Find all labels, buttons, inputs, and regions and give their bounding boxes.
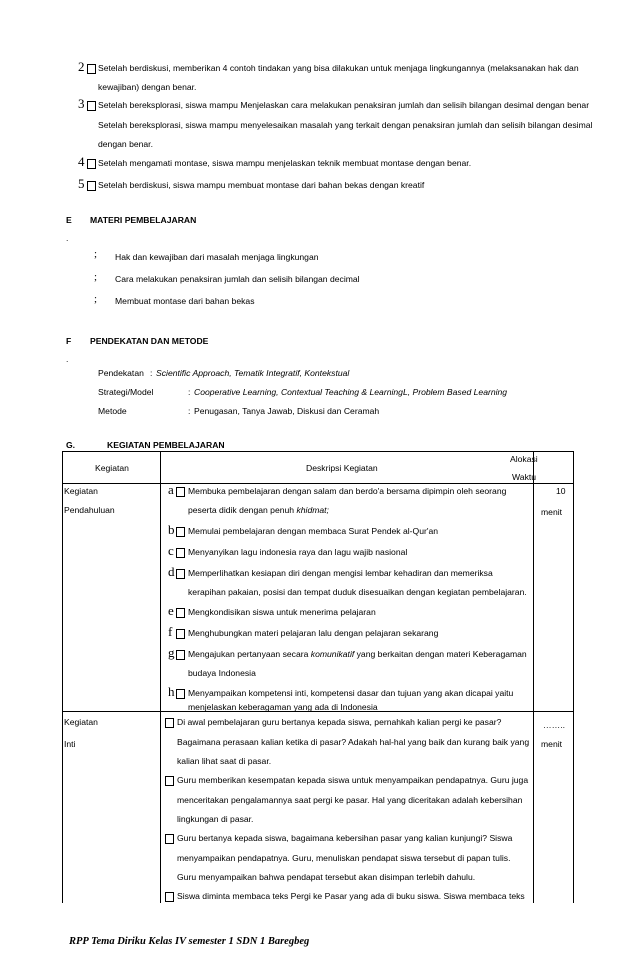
item-letter: b bbox=[168, 522, 175, 537]
item-text: menyampaikan pendapatnya. Guru, menuliskan pendapat siswa tersebut di papan tulis. bbox=[177, 853, 511, 863]
item-text-italic: khidmat; bbox=[296, 505, 329, 515]
objective-number: 4 bbox=[78, 154, 85, 169]
checkbox-glyph bbox=[165, 892, 174, 902]
section-title: KEGIATAN PEMBELAJARAN bbox=[107, 440, 225, 450]
item-text: Menyanyikan lagu indonesia raya dan lagu wajib nasional bbox=[188, 547, 408, 557]
table-border bbox=[62, 483, 574, 484]
method-separator: : bbox=[188, 387, 191, 397]
item-text: Membuka pembelajaran dengan salam dan berdo'a bersama dipimpin oleh seorang bbox=[188, 486, 507, 496]
checkbox-glyph bbox=[176, 569, 185, 579]
checkbox-glyph bbox=[176, 650, 185, 660]
item-text: Menyampaikan kompetensi inti, kompetensi dasar dan tujuan yang akan dicapai yaitu bbox=[188, 688, 514, 698]
section-letter: G. bbox=[66, 440, 76, 450]
item-text: Guru memberikan kesempatan kepada siswa untuk menyampaikan pendapatnya. Guru juga bbox=[177, 775, 529, 785]
time-unit: menit bbox=[541, 739, 563, 749]
checkbox-glyph bbox=[87, 181, 96, 191]
item-letter: g bbox=[168, 645, 175, 660]
item-text: Di awal pembelajaran guru bertanya kepada siswa, pernahkah kalian pergi ke pasar? bbox=[177, 717, 502, 727]
objective-number: 5 bbox=[78, 176, 85, 191]
objective-text: dengan benar. bbox=[98, 139, 153, 149]
bullet-glyph: ; bbox=[94, 293, 98, 305]
item-letter: c bbox=[168, 543, 174, 558]
checkbox-glyph bbox=[176, 527, 185, 537]
item-text bbox=[188, 648, 527, 660]
checkbox-glyph bbox=[176, 689, 185, 699]
item-text bbox=[188, 504, 329, 516]
item-text-part: peserta didik dengan penuh bbox=[188, 505, 297, 515]
table-border bbox=[573, 451, 574, 903]
objective-text: Setelah berdiskusi, siswa mampu membuat montase dari bahan bekas dengan kreatif bbox=[98, 180, 425, 190]
page-footer: RPP Tema Diriku Kelas IV semester 1 SDN 1 Baregbeg bbox=[69, 936, 310, 947]
checkbox-glyph bbox=[176, 487, 185, 497]
checkbox-glyph bbox=[176, 548, 185, 558]
item-text-part: yang berkaitan dengan materi Keberagaman bbox=[354, 649, 527, 659]
table-header-alokasi: Alokasi bbox=[510, 454, 538, 464]
section-letter: F bbox=[66, 336, 72, 346]
item-text: kalian lihat saat di pasar. bbox=[177, 756, 272, 766]
item-text: Memperlihatkan kesiapan diri dengan mengisi lembar kehadiran dan memeriksa bbox=[188, 568, 493, 578]
table-header-waktu: Waktu bbox=[512, 472, 537, 482]
method-value: Scientific Approach, Tematik Integratif, Kontekstual bbox=[156, 368, 350, 378]
time-unit: menit bbox=[541, 507, 563, 517]
time-value: 10 bbox=[556, 486, 566, 496]
method-label: Metode bbox=[98, 406, 127, 416]
item-text: Mengkondisikan siswa untuk menerima pelajaran bbox=[188, 607, 376, 617]
item-text: kerapihan pakaian, posisi dan tempat duduk disesuaikan dengan kegiatan pembelajaran. bbox=[188, 587, 527, 597]
objective-number: 2 bbox=[78, 59, 85, 74]
item-text: menjelaskan keberagaman yang ada di Indonesia bbox=[188, 702, 378, 712]
objective-text: kewajiban) dengan benar. bbox=[98, 82, 197, 92]
method-separator: : bbox=[150, 368, 153, 378]
item-text: Guru menyampaikan bahwa pendapat tersebut akan disimpan terlebih dahulu. bbox=[177, 872, 476, 882]
checkbox-glyph bbox=[87, 101, 96, 111]
method-label: Pendekatan bbox=[98, 368, 144, 378]
objective-text: Setelah bereksplorasi, siswa mampu Menjelaskan cara melakukan penaksiran jumlah dan selisih bilangan desimal dengan benar bbox=[98, 100, 590, 110]
item-text: Guru bertanya kepada siswa, bagaimana kebersihan pasar yang kalian kunjungi? Siswa bbox=[177, 833, 513, 843]
section-letter: E bbox=[66, 215, 72, 225]
table-header-kegiatan: Kegiatan bbox=[95, 463, 129, 473]
section-title: MATERI PEMBELAJARAN bbox=[90, 215, 197, 225]
materi-item: Membuat montase dari bahan bekas bbox=[115, 296, 255, 306]
table-border bbox=[62, 451, 63, 903]
table-border bbox=[160, 451, 161, 903]
item-text: budaya Indonesia bbox=[188, 668, 256, 678]
section-dot: . bbox=[66, 354, 69, 364]
checkbox-glyph bbox=[87, 64, 96, 74]
checkbox-glyph bbox=[165, 834, 174, 844]
row-label: Pendahuluan bbox=[64, 505, 115, 515]
item-text-italic: komunikatif bbox=[310, 649, 355, 659]
item-text: menceritakan pengalamannya saat pergi ke pasar. Hal yang diceritakan adalah kebersihan bbox=[177, 795, 523, 805]
item-letter: f bbox=[168, 624, 173, 639]
item-letter: d bbox=[168, 564, 175, 579]
checkbox-glyph bbox=[87, 159, 96, 169]
item-text: Bagaimana perasaan kalian ketika di pasar? Adakah hal-hal yang baik dan kurang baik yang bbox=[177, 737, 530, 747]
section-dot: . bbox=[66, 233, 69, 243]
objective-number: 3 bbox=[78, 96, 85, 111]
materi-item: Hak dan kewajiban dari masalah menjaga lingkungan bbox=[115, 252, 319, 262]
item-letter: a bbox=[168, 482, 174, 497]
checkbox-glyph bbox=[165, 776, 174, 786]
item-text: Memulai pembelajaran dengan membaca Surat Pendek al-Qur'an bbox=[188, 526, 439, 536]
objective-text: Setelah berdiskusi, memberikan 4 contoh tindakan yang bisa dilakukan untuk menjaga lingkungannya (melaksanakan hak dan bbox=[98, 63, 579, 73]
table-header-deskripsi: Deskripsi Kegiatan bbox=[306, 463, 378, 473]
table-border bbox=[533, 451, 534, 903]
table-border bbox=[62, 451, 574, 452]
item-text: Siswa diminta membaca teks Pergi ke Pasar yang ada di buku siswa. Siswa membaca teks bbox=[177, 891, 525, 901]
method-separator: : bbox=[188, 406, 191, 416]
materi-item: Cara melakukan penaksiran jumlah dan selisih bilangan decimal bbox=[115, 274, 360, 284]
row-label: Inti bbox=[64, 739, 76, 749]
item-letter: h bbox=[168, 684, 175, 699]
row-label: Kegiatan bbox=[64, 717, 98, 727]
item-text: Menghubungkan materi pelajaran lalu dengan pelajaran sekarang bbox=[188, 628, 439, 638]
bullet-glyph: ; bbox=[94, 271, 98, 283]
method-value: Cooperative Learning, Contextual Teaching & LearningL, Problem Based Learning bbox=[194, 387, 508, 397]
section-title: PENDEKATAN DAN METODE bbox=[90, 336, 209, 346]
item-letter: e bbox=[168, 603, 174, 618]
method-label: Strategi/Model bbox=[98, 387, 154, 397]
bullet-glyph: ; bbox=[94, 248, 98, 260]
objective-text: Setelah bereksplorasi, siswa mampu menyelesaikan masalah yang terkait dengan penaksiran jumlah dan selisih bilangan desimal bbox=[98, 120, 593, 130]
row-label: Kegiatan bbox=[64, 486, 98, 496]
item-text: lingkungan di pasar. bbox=[177, 814, 254, 824]
method-value: Penugasan, Tanya Jawab, Diskusi dan Ceramah bbox=[194, 406, 380, 416]
item-text-part: Mengajukan pertanyaan secara bbox=[188, 649, 311, 659]
objective-text: Setelah mengamati montase, siswa mampu menjelaskan teknik membuat montase dengan benar. bbox=[98, 158, 472, 168]
checkbox-glyph bbox=[165, 718, 174, 728]
time-value: …….. bbox=[543, 720, 565, 730]
checkbox-glyph bbox=[176, 608, 185, 618]
checkbox-glyph bbox=[176, 629, 185, 639]
